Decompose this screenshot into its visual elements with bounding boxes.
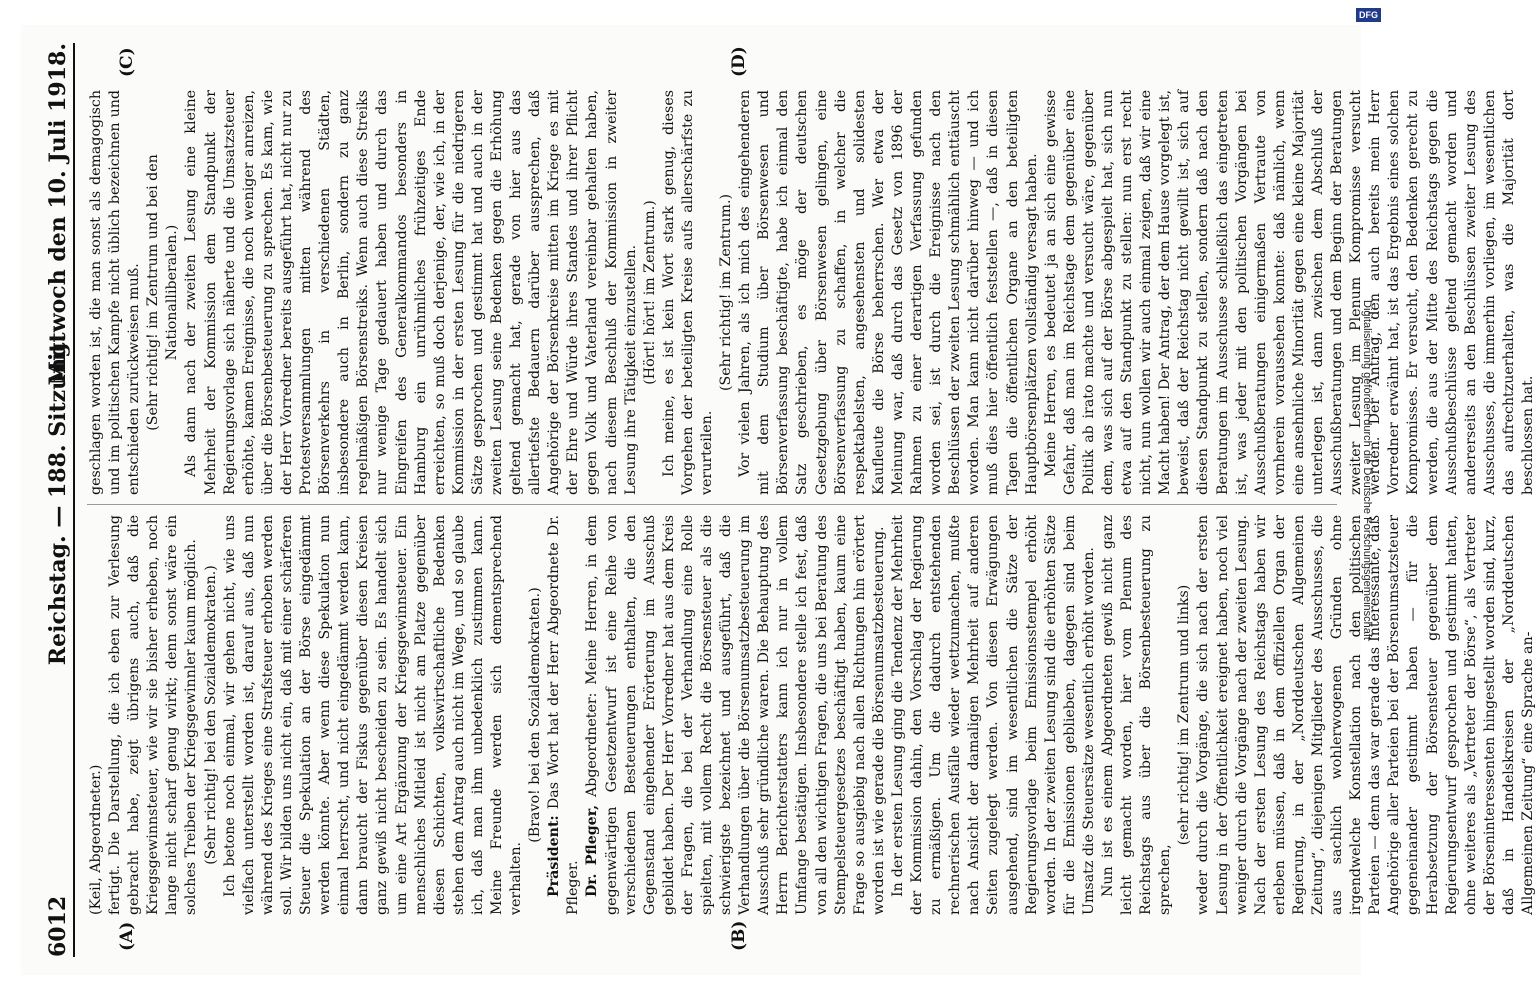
speaker-name: Präsident: xyxy=(546,815,563,897)
digitization-credit: Digitalisierung gefördert durch die Deutsche Forschungsgemeinschaft xyxy=(1361,300,1373,640)
page-header xyxy=(43,43,75,957)
reaction: (Sehr richtig! im Zentrum.) xyxy=(718,193,735,392)
speaker-name: Dr. Pfleger, xyxy=(584,804,601,897)
speaker-tag: (Keil, Abgeordneter.) xyxy=(88,764,104,915)
margin-marker-a: (A) xyxy=(117,921,137,951)
paragraph xyxy=(583,515,889,915)
digitization-sidebar xyxy=(1359,0,1389,1000)
page-date: Mittwoch den 10. Juli 1918. xyxy=(45,43,71,386)
reaction: (Sehr richtig! im Zentrum und bei den Nationalliberalen.) xyxy=(145,154,181,431)
paragraph: fertigt. Die Darstellung, die ich eben zur Verlesung gebracht habe, zeigt übrigens auch, daß die Kriegsgewinnsteuer, wie wir sie bisher erheben, noch lange nicht scharf genug wirkt; denn sonst wäre ein solches Treiben der Kriegsgewinnler kaum möglich. xyxy=(107,515,200,915)
paragraph: weder durch die Vorgänge, die sich nach der ersten Lesung in der Öffentlichkeit ereignet haben, noch viel weniger durch die Vorgänge nach der zweiten Lesung. Nach der ersten Lesung des Reichstags haben wir erleben müssen, daß in dem offiziellen Organ der Regierung, in der „Norddeutschen Allgemeinen Zeitung“, diejenigen Mitglieder des Ausschusses, die aus sachlich wohlerwogenen Gründen ohne irgendwelche Konstellation nach den politischen Parteien — denn das war gerade das Interessante, daß Angehörige aller Parteien bei der Börsenumsatzsteuer gegeneinander gestimmt haben — für die Herabsetzung der Börsensteuer gegenüber dem Regierungsentwurf gesprochen und gestimmt hatten, ohne weiteres als „Vertreter der Börse“, als Vertreter der Börseninteressenten hingestellt worden sind, kurz, daß in Handelskreisen der „Norddeutschen Allgemeinen Zeitung“ eine Sprache an- xyxy=(1195,515,1537,915)
paragraph-text: Abgeordneter: Meine Herren, in dem gegenwärtigen Gesetzentwurf ist eine Reihe von verschiedenen Besteuerungen enthalten, die den Gegenstand eingehender Erörterung im Ausschuß gebildet haben. Der Herr Vorredner hat aus dem Kreis der Fragen, die bei der Verhandlung eine Rolle spielten, mit vollem Recht die Börsensteuer als die schwierigste bezeichnet und ausgeführt, daß die Verhandlungen über die Börsenumsatzbesteuerung im Ausschuß sehr gründliche waren. Die Behauptung des Herrn Berichterstatters kann ich nur in vollem Umfange bestätigen. Insbesondere stelle ich fest, daß von all den wichtigen Fragen, die uns bei Beratung des Stempelsteuergesetzes beschäftigt haben, kaum eine Frage so ausgiebig nach allen Richtungen hin erörtert worden ist wie gerade die Börsenumsatzbesteuerung. xyxy=(584,515,887,915)
paragraph: In der ersten Lesung ging die Tendenz der Mehrheit der Kommission dahin, den Vorschlag der Regierung zu ermäßigen. Um die dadurch entstehenden rechnerischen Ausfälle wieder wettzumachen, mußte nach Ansicht der damaligen Mehrheit auf anderen Seiten zugelegt werden. Von diesen Erwägungen ausgehend, sind im wesentlichen die Sätze der Regierungsvorlage beim Emissionsstempel erhöht worden. In der zweiten Lesung sind die erhöhten Sätze für die Emissionen geblieben, dagegen sind beim Umsatz die Steuersätze wesentlich erhöht worden. xyxy=(889,515,1097,915)
paragraph: Nun ist es einem Abgeordneten gewiß nicht ganz leicht gemacht worden, hier vom Plenum des Reichstags aus über die Börsenbesteuerung zu sprechen, xyxy=(1099,515,1174,915)
page-title: Reichstag. — 188. Sitzung. xyxy=(45,334,71,666)
paragraph: geschlagen worden ist, die man sonst als demagogisch und im politischen Kampfe nicht üblich bezeichnen und entschieden zurückweisen muß. xyxy=(88,90,143,495)
reaction: (sehr richtig! im Zentrum und links) xyxy=(1176,584,1193,846)
margin-marker-d: (D) xyxy=(729,46,749,77)
reaction: (Hört! hört! im Zentrum.) xyxy=(641,200,658,385)
paragraph xyxy=(545,515,583,915)
page-number: 6012 xyxy=(45,895,71,957)
column-divider xyxy=(87,504,1337,505)
reaction: (Sehr richtig! bei den Sozialdemokraten.) xyxy=(202,565,219,865)
margin-marker-b: (B) xyxy=(729,920,749,951)
paragraph-text: Das Wort hat der Herr Abgeordnete Dr. Pfleger. xyxy=(546,515,582,915)
reaction: (Bravo! bei den Sozialdemokraten.) xyxy=(527,587,544,843)
paragraph: Ich betone noch einmal, wir gehen nicht, wie uns vielfach unterstellt worden ist, darauf aus, daß nun während des Krieges eine Strafsteuer erhoben werden soll. Wir bilden uns nicht ein, daß mit einer schärferen Steuer die Spekulation an der Börse eingedämmt werden könnte. Aber wenn diese Spekulation nun einmal herrscht, und nicht eingedämmt werden kann, dann braucht der Fiskus gegenüber diesen Kreisen ganz gewiß nicht bescheiden zu sein. Es handelt sich um eine Art Ergänzung der Kriegsgewinnsteuer. Ein menschliches Mitleid ist nicht am Platze gegenüber diesen Schichten, volkswirtschaftliche Bedenken stehen dem Antrag auch nicht im Wege, und so glaube ich, daß man ihm unbedenklich zustimmen kann. Meine Freunde werden sich dementsprechend verhalten. xyxy=(221,515,525,915)
paragraph: Ich meine, es ist kein Wort stark genug, dieses Vorgehen der beteiligten Kreise aufs allerschärfste zu verurteilen. xyxy=(660,90,715,495)
dfg-logo: DFG xyxy=(1356,8,1381,22)
paragraph: Meine Herren, es bedeutet ja an sich eine gewisse Gefahr, daß man im Reichstage dem gegenüber eine Politik ab irato machte und versucht wäre, gegenüber dem, was sich auf der Börse abgespielt hat, sich nun etwa auf den Standpunkt zu stellen: nun erst recht nicht, nun wollen wir auch einmal zeigen, daß wir eine Macht haben! Der Antrag, der dem Hause vorgelegt ist, beweist, daß der Reichstag nicht gewillt ist, sich auf diesen Standpunkt zu stellen, sondern daß nach den Beratungen im Ausschusse schließlich das eingetreten ist, was jeder mit den politischen Vorgängen bei Ausschußberatungen einigermaßen Vertraute von vornherein voraussehen konnte: daß nämlich, wenn eine ansehnliche Minorität gegen eine kleine Majorität unterlegen ist, dann zwischen dem Abschluß der Ausschußberatungen und dem Beginn der Beratungen zweiter Lesung im Plenum Kompromisse versucht werden. Der Antrag, den auch bereits mein Herr Vorredner erwähnt hat, ist das Ergebnis eines solchen Kompromisses. Er versucht, den Bedenken gerecht zu werden, die aus der Mitte des Reichstags gegen die Ausschußbeschlüsse geltend gemacht worden und andererseits an den Beschlüssen zweiter Lesung des Ausschusses, die immerhin vorliegen, im wesentlichen das aufrechtzuerhalten, was die Majorität dort beschlossen hat. xyxy=(1042,90,1537,495)
margin-marker-c: (C) xyxy=(117,47,137,77)
left-column xyxy=(87,515,1537,915)
paragraph: Vor vielen Jahren, als ich mich des eingehenderen mit dem Studium über Börsenwesen und Börsenverfassung beschäftigte, habe ich einmal den Satz geschrieben, es möge der deutschen Gesetzgebung über Börsenwesen gelingen, eine Börsenverfassung zu schaffen, in welcher die respektabelsten, angesehensten und solidesten Kaufleute die Börse beherrschen. Wer etwa der Meinung war, daß durch das Gesetz von 1896 der Rahmen zu einer derartigen Verfassung gefunden worden sei, ist durch die Ereignisse nach den Beschlüssen der zweiten Lesung schmählich enttäuscht worden. Man kann nicht darüber hinweg — und ich muß dies hier öffentlich feststellen —, daß in diesen Tagen die öffentlichen Organe an den beteiligten Hauptbörsenplätzen vollständig versagt haben. xyxy=(737,90,1040,495)
paragraph: Als dann nach der zweiten Lesung eine kleine Mehrheit der Kommission dem Standpunkt der Regierungsvorlage sich näherte und die Umsatzsteuer erhöhte, kamen Ereignisse, die noch weniger anreizen, über die Börsenbesteuerung zu sprechen. Es kam, wie der Herr Vorredner bereits ausgeführt hat, nicht nur zu Protestversammlungen mitten während des Börsenverkehrs in verschiedenen Städten, insbesondere auch in Berlin, sondern zu ganz regelmäßigen Börsenstreiks. Wenn auch diese Streiks nur wenige Tage gedauert haben und durch das Eingreifen des Generalkommandos besonders in Hamburg ein unrühmliches frühzeitiges Ende erreichten, so muß doch derjenige, der, wie ich, in der Kommission in der ersten Lesung für die niedrigeren Sätze gesprochen und gestimmt hat und auch in der zweiten Lesung seine Bedenken gegen die Erhöhung geltend gemacht hat, gerade von hier aus das allertiefste Bedauern darüber aussprechen, daß Angehörige der Börsenkreise mitten im Kriege es mit der Ehre und Würde ihres Standes und ihrer Pflicht gegen Volk und Vaterland vereinbar gehalten haben, nach diesem Beschluß der Kommission in zweiter Lesung ihre Tätigkeit einzustellen. xyxy=(183,90,639,495)
